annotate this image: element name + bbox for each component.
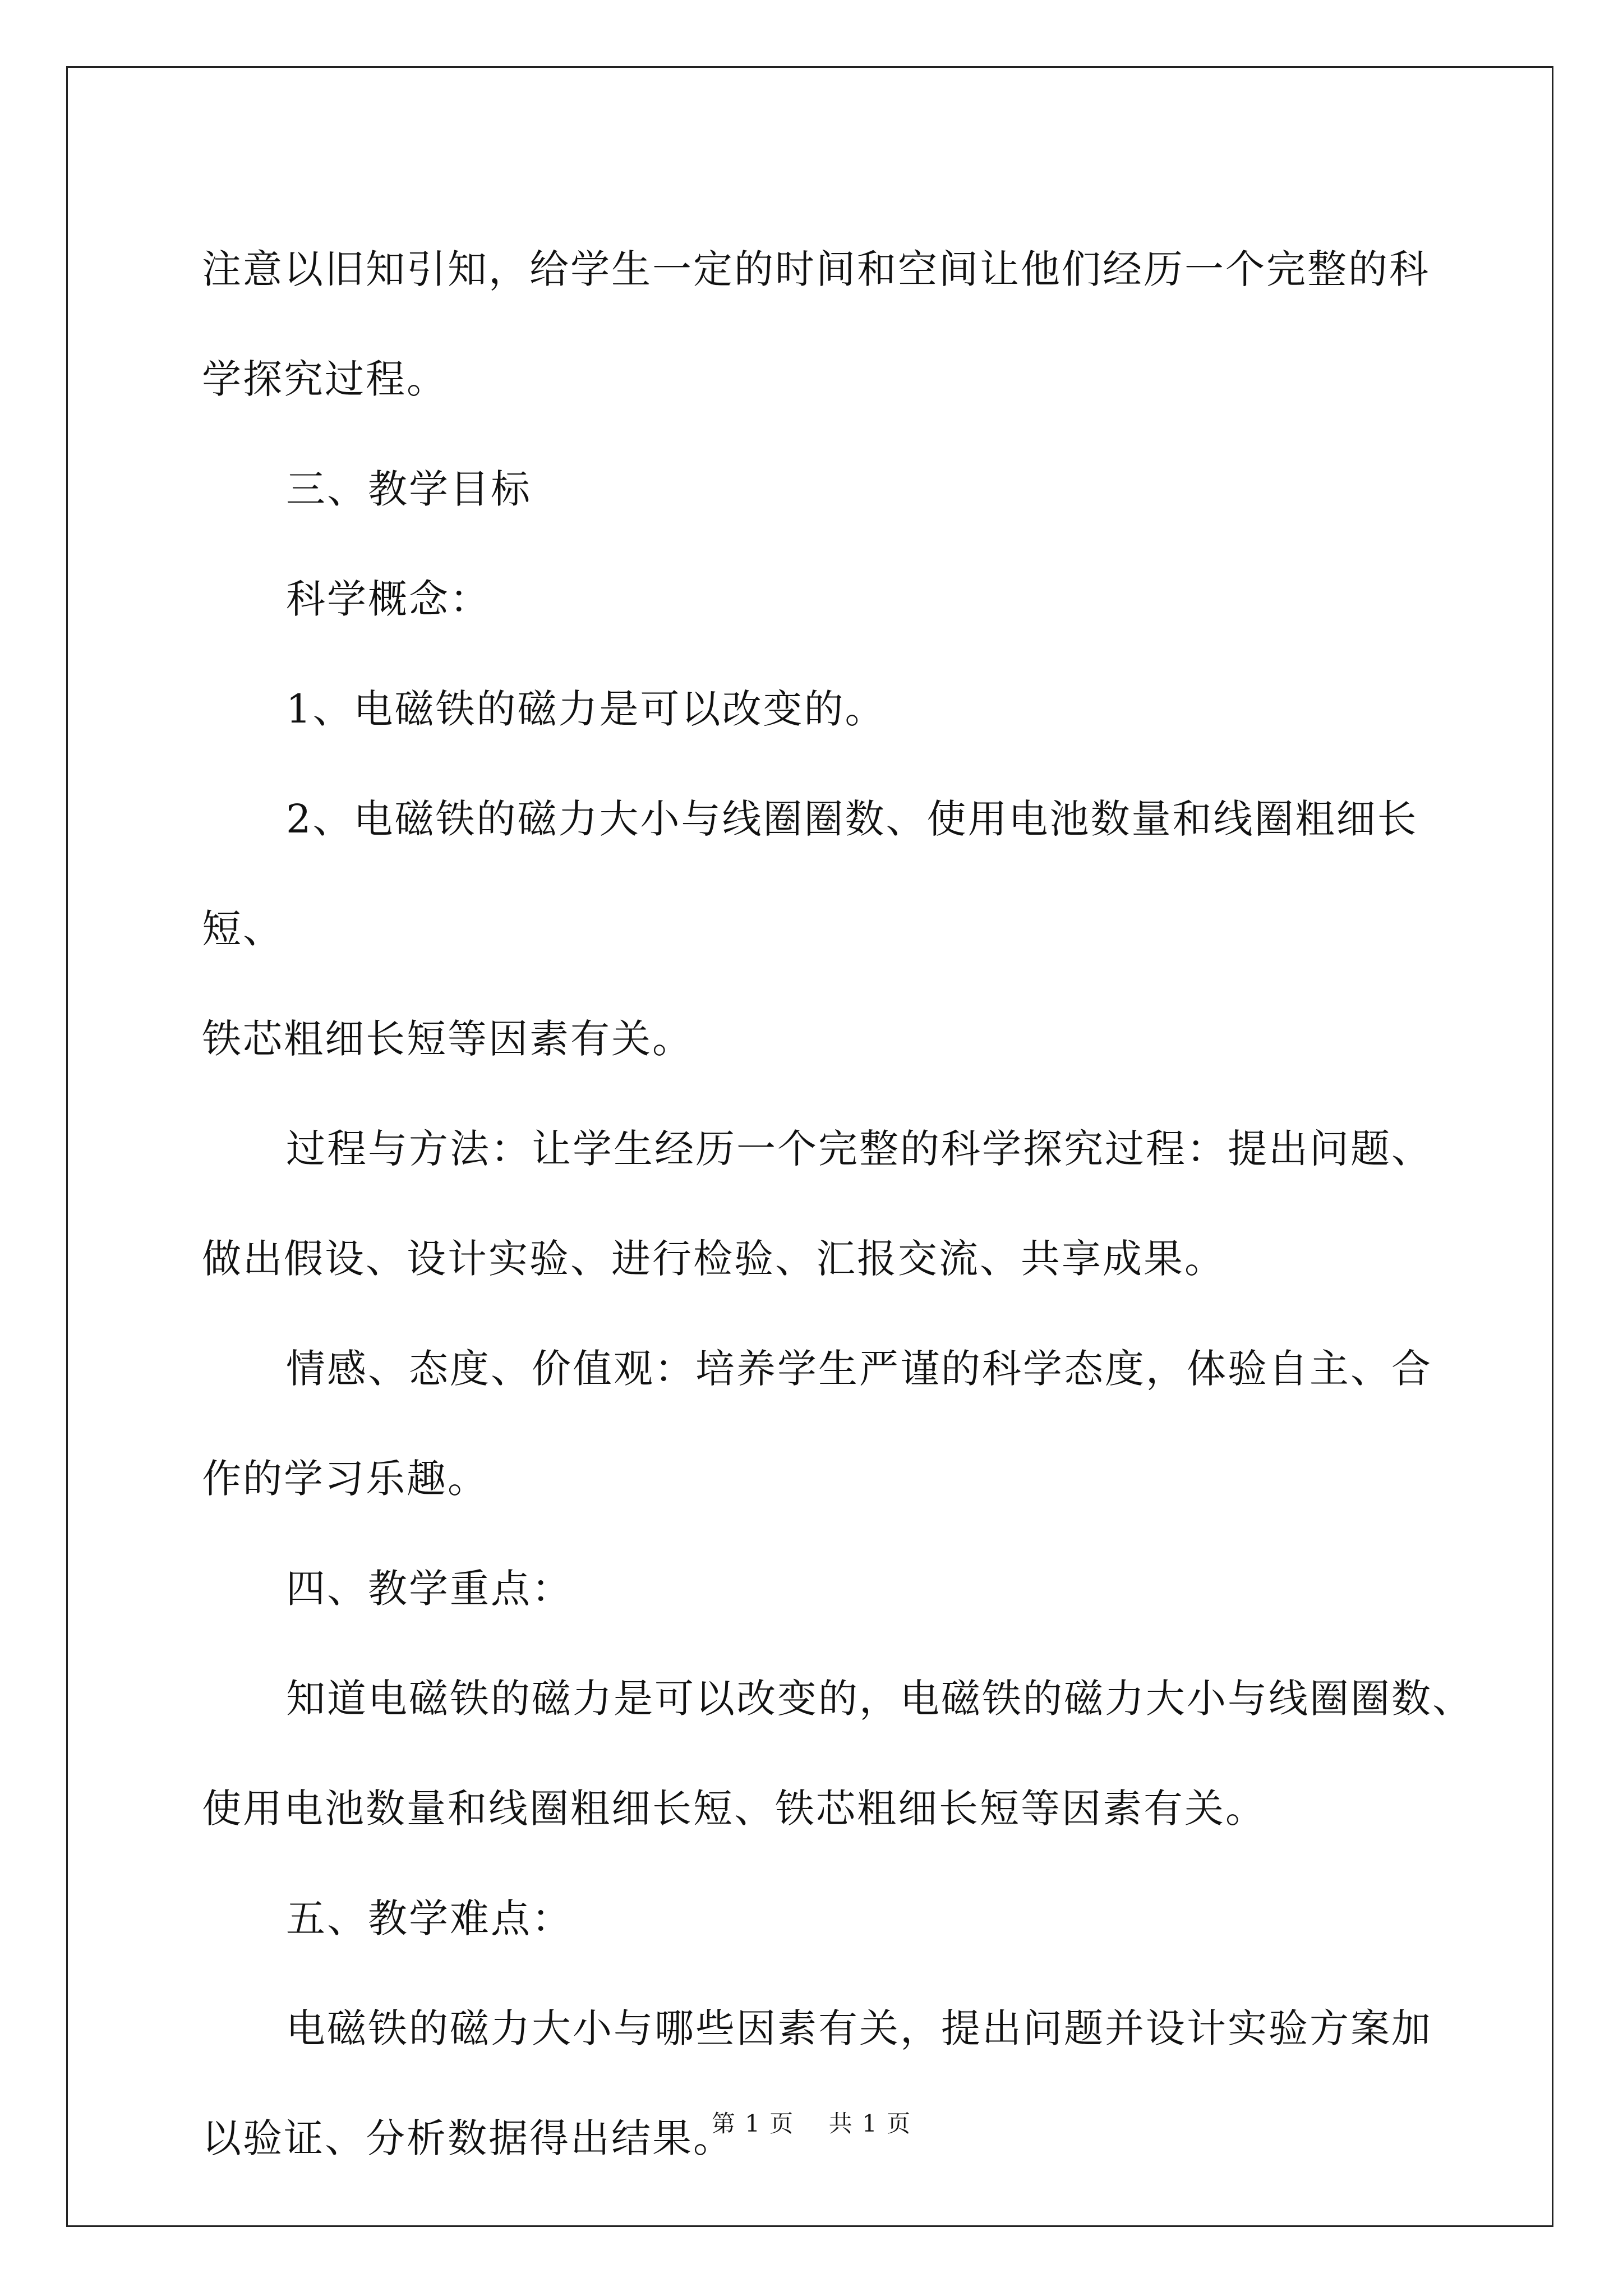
list-item-concept-2: 2、电磁铁的磁力大小与线圈圈数、使用电池数量和线圈粗细长短、 铁芯粗细长短等因素有关。 [202, 796, 1418, 1062]
list-item-concept-1: 1、电磁铁的磁力是可以改变的。 [286, 686, 886, 732]
heading-teaching-key-points: 四、教学重点： [286, 1566, 573, 1612]
paragraph-difficulties: 电磁铁的磁力大小与哪些因素有关，提出问题并设计实验方案加 以验证、分析数据得出结果。 [202, 2005, 1432, 2161]
paragraph-key-points: 知道电磁铁的磁力是可以改变的，电磁铁的磁力大小与线圈圈数、 使用电池数量和线圈粗细长短、铁芯粗细长短等因素有关。 [202, 1676, 1473, 1832]
subheading-science-concepts: 科学概念： [286, 576, 491, 622]
page-number-footer: 第 1 页 共 1 页 [711, 2110, 912, 2137]
paragraph-process-methods: 过程与方法：让学生经历一个完整的科学探究过程：提出问题、 做出假设、设计实验、进行检验、汇报交流、共享成果。 [202, 1126, 1432, 1282]
paragraph-emotions-attitudes: 情感、态度、价值观：培养学生严谨的科学态度，体验自主、合 作的学习乐趣。 [202, 1346, 1432, 1502]
document-body [202, 214, 1492, 2193]
heading-teaching-difficulties: 五、教学难点： [286, 1895, 573, 1941]
paragraph-intro-continuation: 注意以旧知引知，给学生一定的时间和空间让他们经历一个完整的科 学探究过程。 [202, 246, 1430, 402]
heading-teaching-objectives: 三、教学目标 [286, 466, 532, 512]
